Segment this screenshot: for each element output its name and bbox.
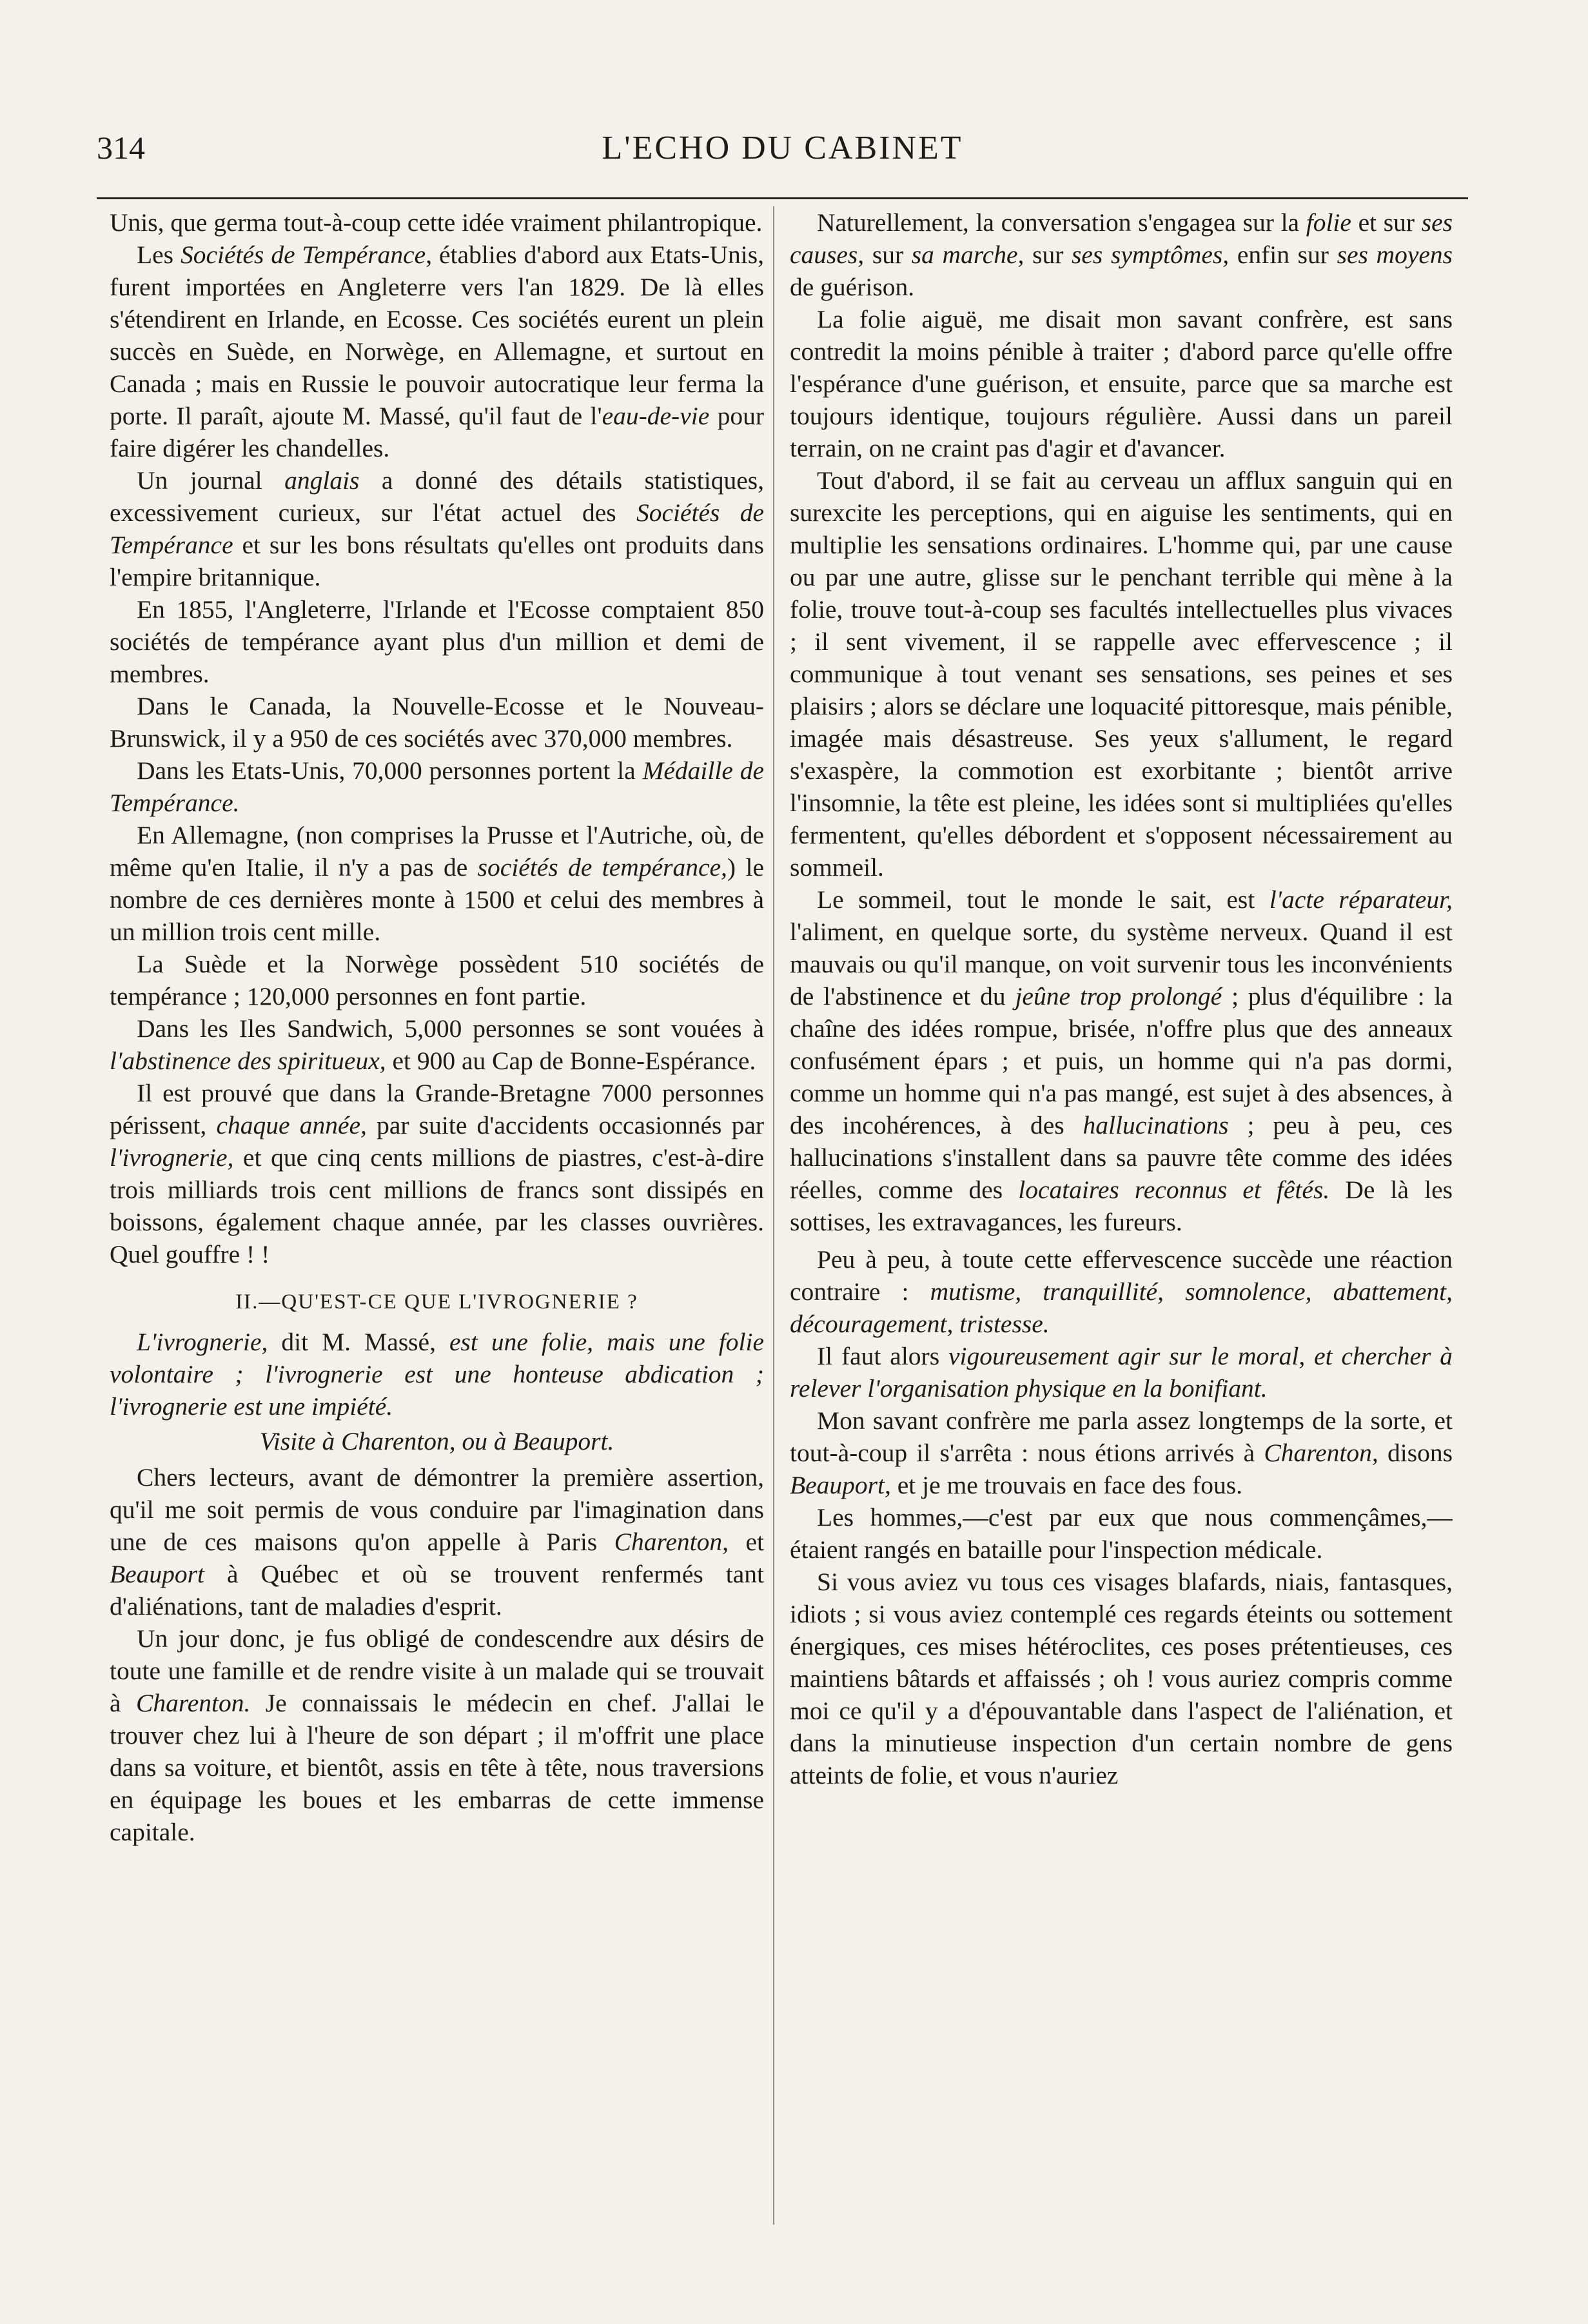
paragraph: Naturellement, la conversation s'engagea sur la folie et sur ses causes, sur sa marche, sur ses symptômes, enfin sur ses moyens de guérison. (790, 208, 1453, 301)
paragraph: Chers lecteurs, avant de démontrer la première assertion, qu'il me soit permis de vous conduire par l'imagination dans une de ces maisons qu'on appelle à Paris Charenton, et Beauport à Québec et où se trouvent renfermés tant d'aliénations, tant de maladies d'esprit. (110, 1463, 764, 1620)
header-rule (97, 197, 1468, 199)
paragraph: Peu à peu, à toute cette effervescence succède une réaction contraire : mutisme, tranquillité, somnolence, abattement, découragement, tristesse. (790, 1245, 1453, 1338)
paragraph: Les hommes,—c'est par eux que nous commençâmes,—étaient rangés en bataille pour l'inspection médicale. (790, 1503, 1453, 1564)
paragraph: Le sommeil, tout le monde le sait, est l'acte réparateur, l'aliment, en quelque sorte, du système nerveux. Quand il est mauvais ou qu'il manque, on voit survenir tous les inconvénients de l'abstinence et du jeûne trop prolongé ; plus d'équilibre : la chaîne des idées rompue, brisée, n'offre plus que des anneaux confusément épars ; et puis, un homme qui n'a pas dormi, comme un homme qui n'a pas mangé, est sujet à des absences, à des incohérences, à des hallucinations ; peu à peu, ces hallucinations s'installent dans sa pauvre tête comme des idées réelles, comme des locataires reconnus et fêtés. De là les sottises, les extravagances, les fureurs. (790, 885, 1453, 1236)
left-column (110, 206, 764, 2227)
running-title: L'ECHO DU CABINET (602, 130, 963, 166)
subheading: Visite à Charenton, ou à Beauport. (259, 1427, 614, 1455)
page-header (97, 129, 1468, 174)
paragraph: Dans le Canada, la Nouvelle-Ecosse et le Nouveau-Brunswick, il y a 950 de ces sociétés avec 370,000 membres. (110, 692, 764, 753)
paragraph: Tout d'abord, il se fait au cerveau un afflux sanguin qui en surexcite les perceptions, qui en aiguise les sentiments, qui en multiplie les sensations ordinaires. L'homme qui, par une cause ou par une autre, glisse sur le penchant terrible qui mène à la folie, trouve tout-à-coup ses facultés intellectuelles plus vivaces ; il sent vivement, il se rappelle avec effervescence ; il communique à tout venant ses sensations, ses peines et ses plaisirs ; alors se déclare une loquacité pittoresque, mais pénible, imagée mais désastreuse. Ses yeux s'allument, le regard s'exaspère, la commotion est exorbitante ; bientôt arrive l'insomnie, la tête est pleine, les idées sont si multipliées qu'elles fermentent, qu'elles débordent et s'opposent nécessairement au sommeil. (790, 466, 1453, 881)
paragraph: En Allemagne, (non comprises la Prusse et l'Autriche, où, de même qu'en Italie, il n'y a pas de sociétés de tempérance,) le nombre de ces dernières monte à 1500 et celui des membres à un million trois cent mille. (110, 821, 764, 946)
paragraph: Il est prouvé que dans la Grande-Bretagne 7000 personnes périssent, chaque année, par suite d'accidents occasionnés par l'ivrognerie, et que cinq cents millions de piastres, c'est-à-dire trois milliards trois cent millions de francs sont dissipés en boissons, également chaque année, par les classes ouvrières. Quel gouffre ! ! (110, 1079, 764, 1268)
paragraph: Dans les Iles Sandwich, 5,000 personnes se sont vouées à l'abstinence des spiritueux, et 900 au Cap de Bonne-Espérance. (110, 1014, 764, 1075)
paragraph: Un jour donc, je fus obligé de condescendre aux désirs de toute une famille et de rendre visite à un malade qui se trouvait à Charenton. Je connaissais le médecin en chef. J'allai le trouver chez lui à l'heure de son départ ; il m'offrit une place dans sa voiture, et bientôt, assis en tête à tête, nous traversions en équipage les boues et les embarras de cette immense capitale. (110, 1624, 764, 1846)
paragraph: Si vous aviez vu tous ces visages blafards, niais, fantasques, idiots ; si vous aviez contemplé ces regards éteints ou sottement énergiques, ces mises hétéroclites, ces poses prétentieuses, ces maintiens bâtards et affaissés ; oh ! vous auriez compris comme moi ce qu'il y a d'épouvantable dans l'aspect de l'aliénation, et dans la minutieuse inspection d'un certain nombre de gens atteints de folie, et vous n'auriez (790, 1568, 1453, 1789)
paragraph: Dans les Etats-Unis, 70,000 personnes portent la Médaille de Tempérance. (110, 756, 764, 817)
right-column (790, 206, 1453, 2227)
paragraph: La folie aiguë, me disait mon savant confrère, est sans contredit la moins pénible à traiter ; d'abord parce qu'elle offre l'espérance d'une guérison, et ensuite, parce que sa marche est toujours identique, toujours régulière. Aussi dans un pareil terrain, on ne craint pas d'agir et d'avancer. (790, 305, 1453, 462)
column-divider (773, 206, 774, 2225)
paragraph: L'ivrognerie, dit M. Massé, est une folie, mais une folie volontaire ; l'ivrognerie est une honteuse abdication ; l'ivrognerie est une impiété. (110, 1328, 764, 1421)
paragraph: Les Sociétés de Tempérance, établies d'abord aux Etats-Unis, furent importées en Angleterre vers l'an 1829. De là elles s'étendirent en Irlande, en Ecosse. Ces sociétés eurent un plein succès en Suède, en Norwège, en Allemagne, et surtout en Canada ; mais en Russie le pouvoir autocratique leur ferma la porte. Il paraît, ajoute M. Massé, qu'il faut de l'eau-de-vie pour faire digérer les chandelles. (110, 241, 764, 462)
paragraph: Il faut alors vigoureusement agir sur le moral, et chercher à relever l'organisation physique en la bonifiant. (790, 1342, 1453, 1403)
paragraph: Unis, que germa tout-à-coup cette idée vraiment philantropique. (110, 208, 763, 237)
paragraph: La Suède et la Norwège possèdent 510 sociétés de tempérance ; 120,000 personnes en font partie. (110, 950, 764, 1010)
section-heading: II.—QU'EST-CE QUE L'IVROGNERIE ? (235, 1290, 638, 1314)
paragraph: Un journal anglais a donné des détails statistiques, excessivement curieux, sur l'état actuel des Sociétés de Tempérance et sur les bons résultats qu'elles ont produits dans l'empire britannique. (110, 466, 764, 591)
paragraph: En 1855, l'Angleterre, l'Irlande et l'Ecosse comptaient 850 sociétés de tempérance ayant plus d'un million et demi de membres. (110, 595, 764, 688)
page-number: 314 (97, 130, 145, 166)
paragraph: Mon savant confrère me parla assez longtemps de la sorte, et tout-à-coup il s'arrêta : nous étions arrivés à Charenton, disons Beauport, et je me trouvais en face des fous. (790, 1406, 1453, 1499)
